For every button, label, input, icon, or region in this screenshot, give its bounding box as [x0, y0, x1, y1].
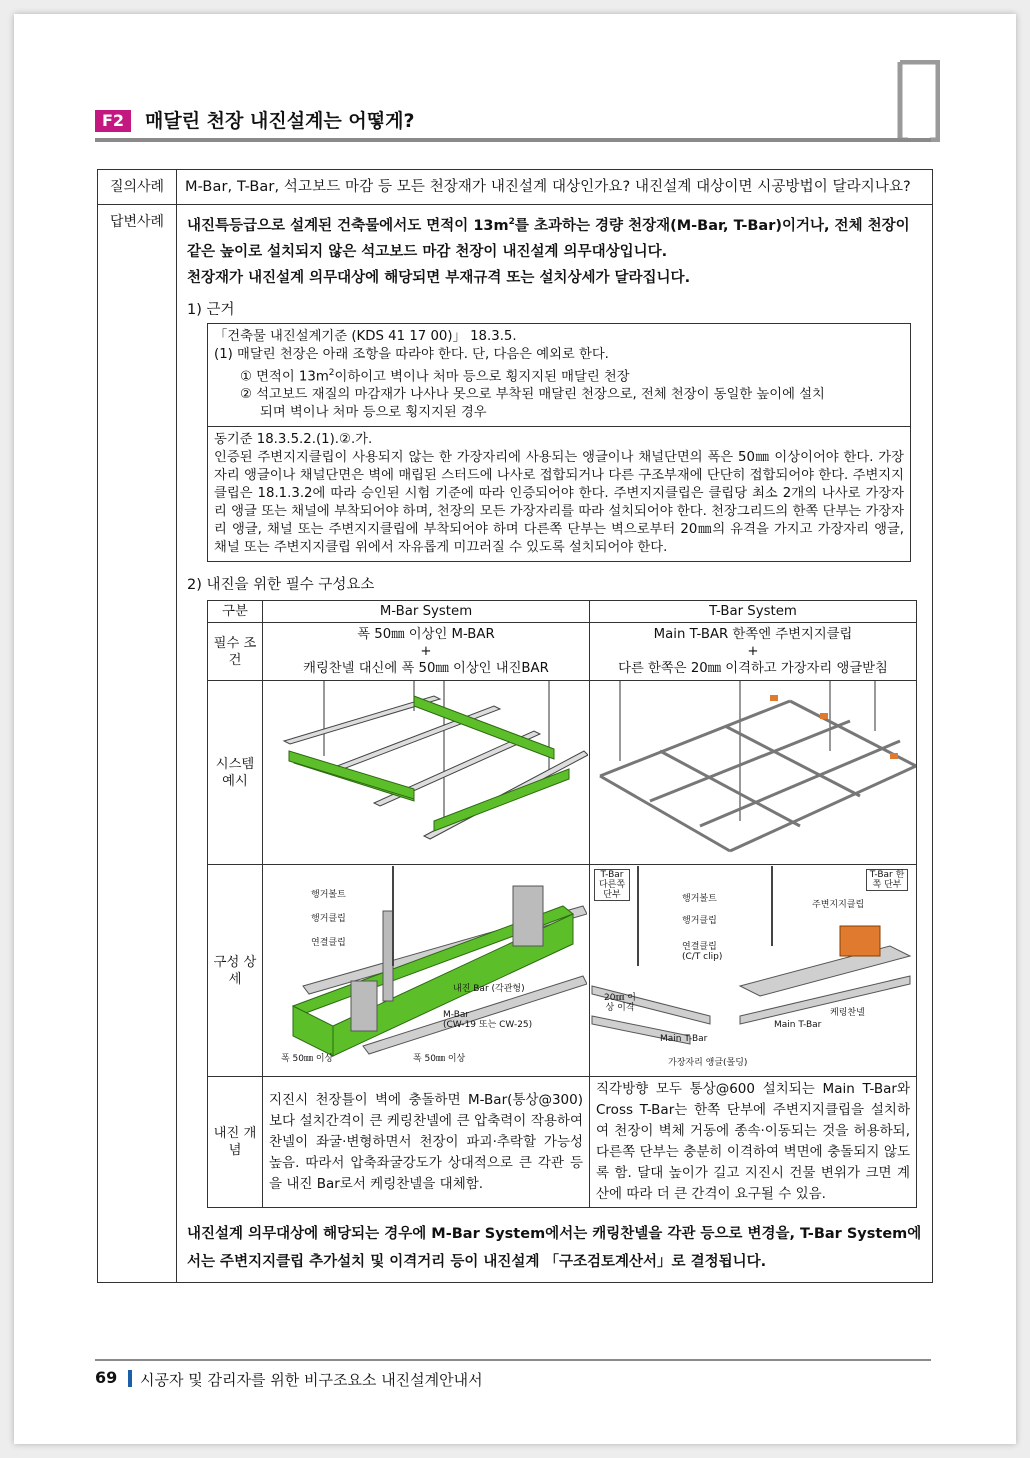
- basis-section-2: 동기준 18.3.5.2.(1).②.가. 인증된 주변지지클립이 사용되지 않는 한 가장자리에 사용되는 앵글이나 채널단면의 폭은 50㎜ 이상이어야 한다. 가장자리 앵글이나 채널단면은 벽에 매립된 스터드에 나사로 접합되거나 다른 구조부재에 단단히 접합되어야 한다. 주변지지클립은 18.1.3.2에 따라 승인된 시험 기준에 따라 인증되어야 한다. 주변지지클립은 클립당 최소 2개의 나사로 가장자리 앵글 또는 채널에 부착되어야 하며, 천장의 모든 가장자리를 따라 설치되어야 한다. 천장그리드의 한쪽 단부는 가장자리 앵글, 채널 또는 주변지지클립에 부착되어야 하며 다른쪽 단부는 벽으로부터 20㎜의 유격을 가지고 가장자리 앵글, 채널 또는 주변지지클립 위에서 자유롭게 미끄러질 수 있도록 설치되어야 한다.: [208, 426, 910, 561]
- components-title: 2) 내진을 위한 필수 구성요소: [187, 577, 375, 594]
- m-concept: 지진시 천장틀이 벽에 충돌하면 M-Bar(통상@300)보다 설치간격이 큰 케링찬넬에 큰 압축력이 작용하여 찬넬이 좌굴·변형하면서 천장이 파괴·추락할 가능성 높음. 따라서 압축좌굴강도가 상대적으로 큰 각관 등을 내진 Bar로서 케링찬넬을 대체함.: [263, 1077, 590, 1208]
- col-mbar: M-Bar System: [263, 601, 590, 623]
- answer-body: [177, 205, 933, 1283]
- basis-box: [207, 323, 911, 562]
- mbar-detail-illustration: 행거볼트 행거클립 연결클립 내진 Bar (각관형) M-Bar (CW-19 또는 CW-25) 폭 50㎜ 이상 폭 50㎜ 이상: [263, 865, 590, 1077]
- col-tbar: T-Bar System: [590, 601, 917, 623]
- row-detail-label: 구성 상세: [208, 865, 263, 1077]
- m-req: 폭 50㎜ 이상인 M-BAR + 캐링찬넬 대신에 폭 50㎜ 이상인 내진BAR: [263, 623, 590, 681]
- question-label: 질의사례: [98, 170, 177, 205]
- section-title: 매달린 천장 내진설계는 어떻게?: [145, 110, 415, 132]
- answer-label: 답변사례: [98, 205, 177, 1283]
- tbar-system-illustration: [590, 681, 917, 865]
- footer-bar: [128, 1370, 132, 1387]
- basis-section-1: 「건축물 내진설계기준 (KDS 41 17 00)」 18.3.5. (1) 매달린 천장은 아래 조항을 따라야 한다. 단, 다음은 예외로 한다. ① 면적이 $13m^2$이하이고 벽이나 처마 등으로 횡지지된 매달린 천장 ② 석고보드 재질의 마감재가 나사나 못으로 부착된 매달린 천장으로, 전체 천장이 동일한 높이에 설치 되며 벽이나 처마 등으로 횡지지된 경우: [214, 328, 825, 421]
- footer-title: 시공자 및 감리자를 위한 비구조요소 내진설계안내서: [140, 1371, 483, 1389]
- row-req-label: 필수 조건: [208, 623, 263, 681]
- row-concept-label: 내진 개념: [208, 1077, 263, 1208]
- col-header: 구분: [208, 601, 263, 623]
- conclusion: 내진설계 의무대상에 해당되는 경우에 M-Bar System에서는 캐링찬넬을 각관 등으로 변경을, T-Bar System에서는 주변지지클립 추가설치 및 이격거리 등이 내진설계 「구조검토계산서」로 결정됩니다.: [187, 1226, 922, 1271]
- tbar-detail-illustration: T-Bar 다른쪽 단부 행거볼트 행거클립 연결클립 (C/T clip) 20㎜ 이상 이격 Main T-Bar 가장자리 앵글(몰딩) T-Bar 한쪽 단부 주변지지클립 케링찬넬 Main T-Bar: [590, 865, 917, 1077]
- components-table: [207, 600, 917, 1208]
- answer-intro-2: 천장재가 내진설계 의무대상에 해당되면 부재규격 또는 설치상세가 달라집니다.: [187, 269, 691, 286]
- t-concept: 직각방향 모두 통상@600 설치되는 Main T-Bar와 Cross T-Bar는 한쪽 단부에 주변지지클립을 설치하여 천장이 벽체 거동에 종속·이동되는 것을 허용하되, 다른쪽 단부는 충분히 이격하여 벽면에 충돌되지 않도록 함. 달대 높이가 길고 지진시 건물 변위가 크면 계산에 따라 더 큰 간격이 요구될 수 있음.: [590, 1077, 917, 1208]
- section-header: [95, 108, 931, 142]
- question-text: M-Bar, T-Bar, 석고보드 마감 등 모든 천장재가 내진설계 대상인가요? 내진설계 대상이면 시공방법이 달라지나요?: [177, 170, 933, 205]
- row-sys-label: 시스템 예시: [208, 681, 263, 865]
- qa-table: [97, 169, 933, 1283]
- page-number: 69: [95, 1368, 118, 1387]
- section-badge: F2: [95, 110, 131, 132]
- basis-title: 1) 근거: [187, 301, 235, 318]
- answer-intro: 내진특등급으로 설계된 건축물에서도 면적이 $13m^2$를 초과하는 경량 천장재(M-Bar, T-Bar)이거나, 전체 천장이 같은 높이로 설치되지 않은 석고보드 마감 천장이 내진설계 의무대상입니다.: [187, 217, 910, 260]
- t-req: Main T-BAR 한쪽엔 주변지지클립 + 다른 한쪽은 20㎜ 이격하고 가장자리 앵글받침: [590, 623, 917, 681]
- footer-rule: [95, 1359, 931, 1361]
- mbar-system-illustration: [263, 681, 590, 865]
